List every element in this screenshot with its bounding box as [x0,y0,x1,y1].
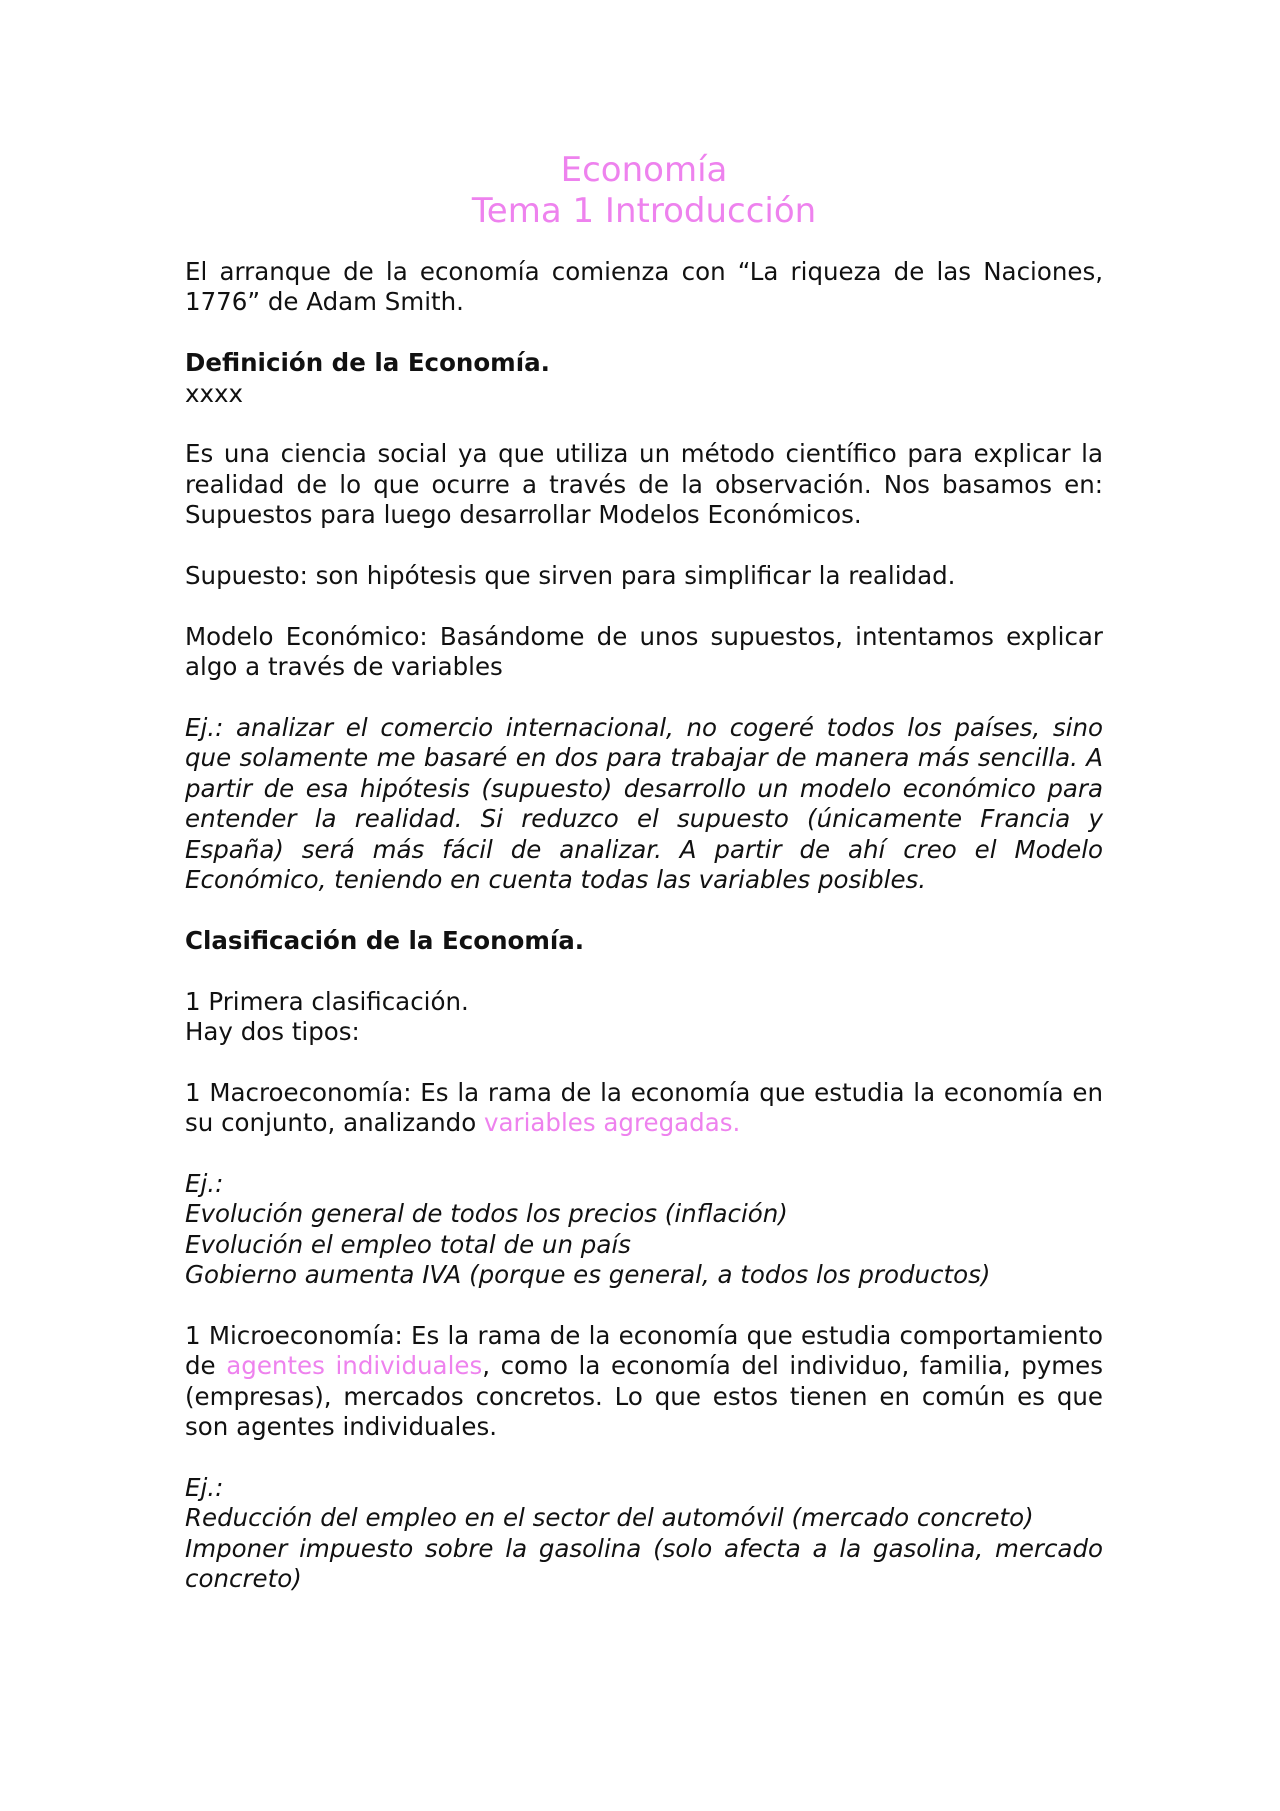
spacer [185,956,1103,986]
modelo-example-paragraph: Ej.: analizar el comercio internacional, no cogeré todos los países, sino que solamente me basaré en dos para trabajar de manera más sencilla. A partir de esa hipótesis (supuesto) desarrollo un modelo económico para entender la realidad. Si reduzco el supuesto (únicamente Francia y España) será más fácil de analizar. A partir de ahí creo el Modelo Económico, teniendo en cuenta todas las variables posibles. [185,713,1103,895]
micro-text-after: , como la economía del individuo, familia, pymes (empresas), mercados concretos. Lo que estos tienen en común es que son agentes individuales. [185,1351,1103,1442]
definicion-placeholder: xxxx [185,378,243,408]
definicion-heading: Definición de la Economía. [185,348,550,378]
macro-highlight: variables agregadas. [484,1108,741,1138]
macro-examples [185,1169,1103,1291]
primera-clasificacion: 1 Primera clasificación. [185,986,469,1016]
micro-highlight: agentes individuales [226,1351,483,1381]
micro-ej-label: Ej.: [185,1473,224,1503]
ciencia-social-paragraph: Es una ciencia social ya que utiliza un método científico para explicar la realidad de lo que ocurre a través de la observación. Nos basamos en: Supuestos para luego desarrollar Modelos Económicos. [185,439,1103,530]
micro-example-item: Reducción del empleo en el sector del automóvil (mercado concreto) [185,1503,1034,1533]
clasificacion-heading: Clasificación de la Economía. [185,925,585,955]
title-line-1: Economía [560,150,728,190]
title-line-2: Tema 1 Introducción [471,191,817,231]
macro-example-item: Evolución general de todos los precios (inflación) [185,1199,788,1229]
macro-text: 1 Macroeconomía: Es la rama de la economía que estudia la economía en su conjunto, analizando [185,1077,1103,1138]
macro-paragraph [185,1078,1103,1139]
modelo-paragraph: Modelo Económico: Basándome de unos supuestos, intentamos explicar algo a través de variables [185,621,1103,682]
macro-example-item: Gobierno aumenta IVA (porque es general, a todos los productos) [185,1260,991,1290]
intro-paragraph: El arranque de la economía comienza con “La riqueza de las Naciones, 1776” de Adam Smith. [185,257,1103,317]
micro-examples [185,1473,1103,1595]
document-content [185,150,1103,1625]
macro-example-item: Evolución el empleo total de un país [185,1229,631,1259]
tipos-label: Hay dos tipos: [185,1017,360,1047]
macro-ej-label: Ej.: [185,1169,224,1199]
document-title [185,150,1103,232]
micro-paragraph [185,1321,1103,1443]
micro-example-item: Imponer impuesto sobre la gasolina (solo afecta a la gasolina, mercado concreto) [185,1533,1103,1594]
supuesto-paragraph: Supuesto: son hipótesis que sirven para simplificar la realidad. [185,561,956,591]
micro-text-before: 1 Microeconomía: Es la rama de la economía que estudia comportamiento de [185,1321,1103,1381]
